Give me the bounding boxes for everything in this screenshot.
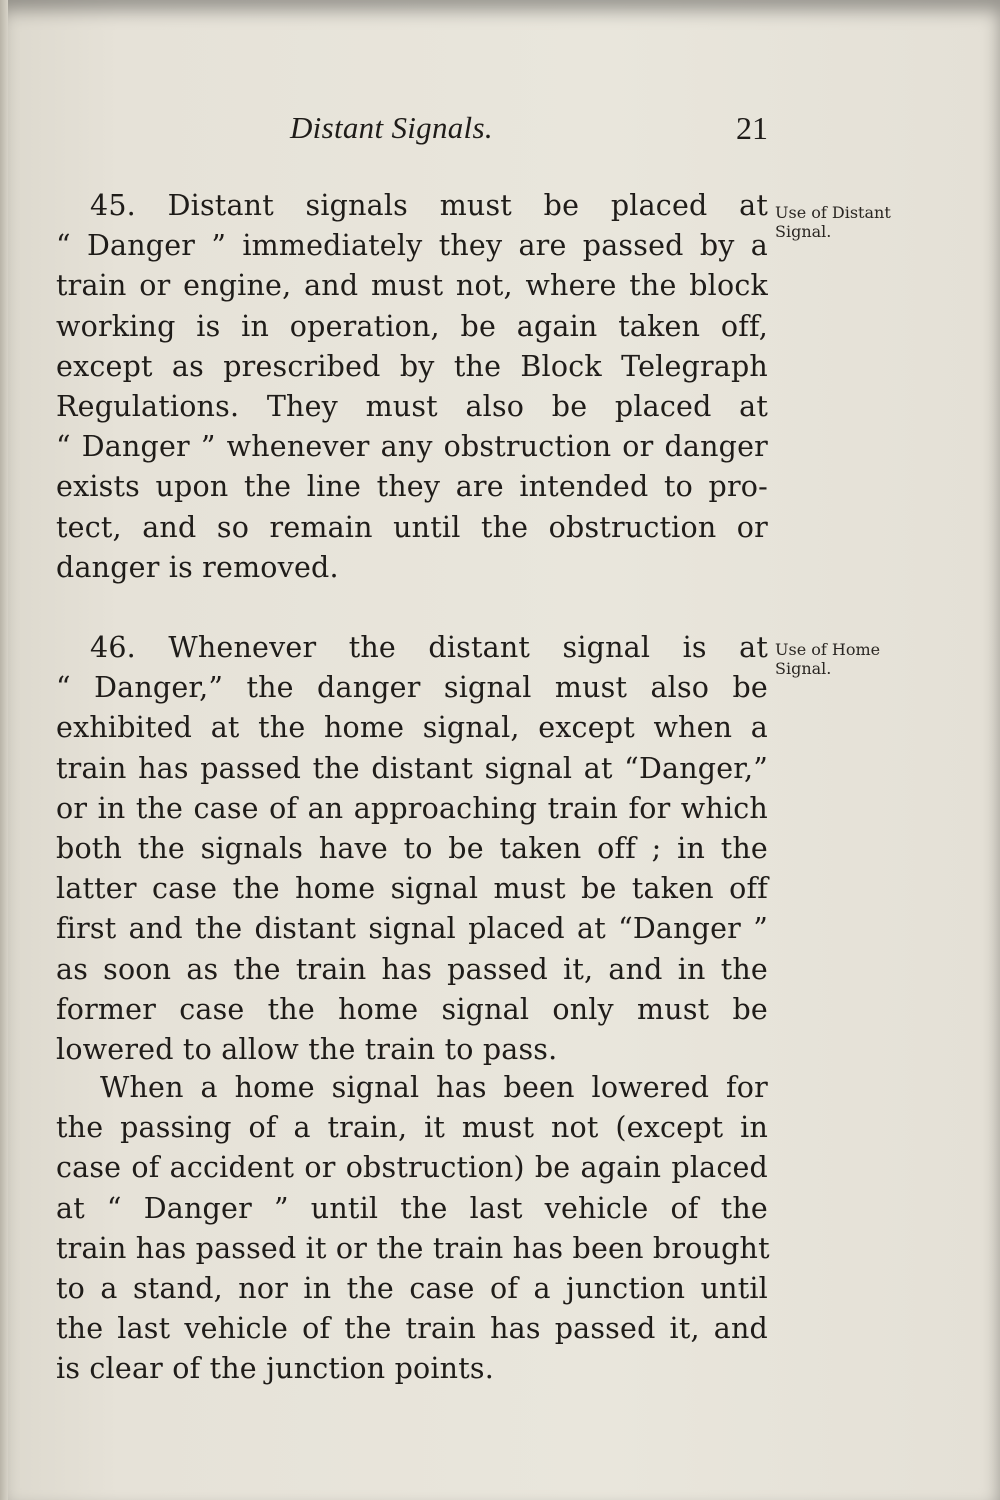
margin-note-line: Signal.	[775, 222, 832, 241]
running-title: Distant Signals.	[290, 110, 493, 145]
text-line: as soon as the train has passed it, and in the	[56, 952, 768, 986]
page-number: 21	[736, 110, 768, 146]
text-line: exhibited at the home signal, except when a	[56, 711, 768, 745]
page-edge	[0, 0, 8, 1500]
text-line: to a stand, nor in the case of a junction until	[56, 1271, 768, 1305]
text-line: train or engine, and must not, where the block	[56, 269, 768, 303]
text-line: lowered to allow the train to pass.	[56, 1032, 558, 1066]
text-line: except as prescribed by the Block Telegraph	[56, 349, 768, 383]
text-line: the passing of a train, it must not (except in	[56, 1111, 768, 1145]
text-line: tect, and so remain until the obstruction or	[56, 510, 768, 544]
paragraph-45	[56, 186, 768, 588]
text-line: exists upon the line they are intended to pro-	[56, 470, 768, 504]
margin-note-line: Signal.	[775, 659, 832, 678]
text-line: case of accident or obstruction) be again placed	[56, 1151, 768, 1185]
text-line: Regulations. They must also be placed at	[56, 389, 768, 423]
margin-note-home-signal	[775, 640, 965, 678]
margin-note-line: Use of Distant	[775, 203, 891, 222]
text-line: 45. Distant signals must be placed at	[90, 189, 768, 222]
paragraph-home-signal-lowered	[56, 1068, 768, 1390]
text-line: 46. Whenever the distant signal is at	[90, 631, 768, 664]
margin-note-distant-signal	[775, 203, 965, 241]
text-line: latter case the home signal must be taken off	[56, 872, 768, 906]
text-line: working is in operation, be again taken off,	[56, 309, 768, 343]
text-line: “ Danger,” the danger signal must also be	[56, 671, 768, 705]
margin-note-line: Use of Home	[775, 640, 881, 659]
text-line: When a home signal has been lowered for	[100, 1071, 768, 1104]
text-line: at “ Danger ” until the last vehicle of the	[56, 1191, 768, 1225]
paragraph-46	[56, 628, 768, 1070]
text-line: both the signals have to be taken off ; in the	[56, 831, 768, 865]
text-line: train has passed it or the train has been brought	[56, 1231, 770, 1265]
text-line: train has passed the distant signal at “Danger,”	[56, 751, 768, 785]
text-line: danger is removed.	[56, 550, 339, 584]
text-line: is clear of the junction points.	[56, 1352, 494, 1386]
text-line: the last vehicle of the train has passed it, and	[56, 1312, 768, 1346]
text-line: “ Danger ” whenever any obstruction or danger	[56, 430, 768, 464]
text-line: former case the home signal only must be	[56, 992, 768, 1026]
text-line: or in the case of an approaching train for which	[56, 791, 768, 825]
running-head	[56, 110, 768, 156]
text-line: first and the distant signal placed at “Danger ”	[56, 912, 768, 946]
text-line: “ Danger ” immediately they are passed by a	[56, 229, 768, 263]
